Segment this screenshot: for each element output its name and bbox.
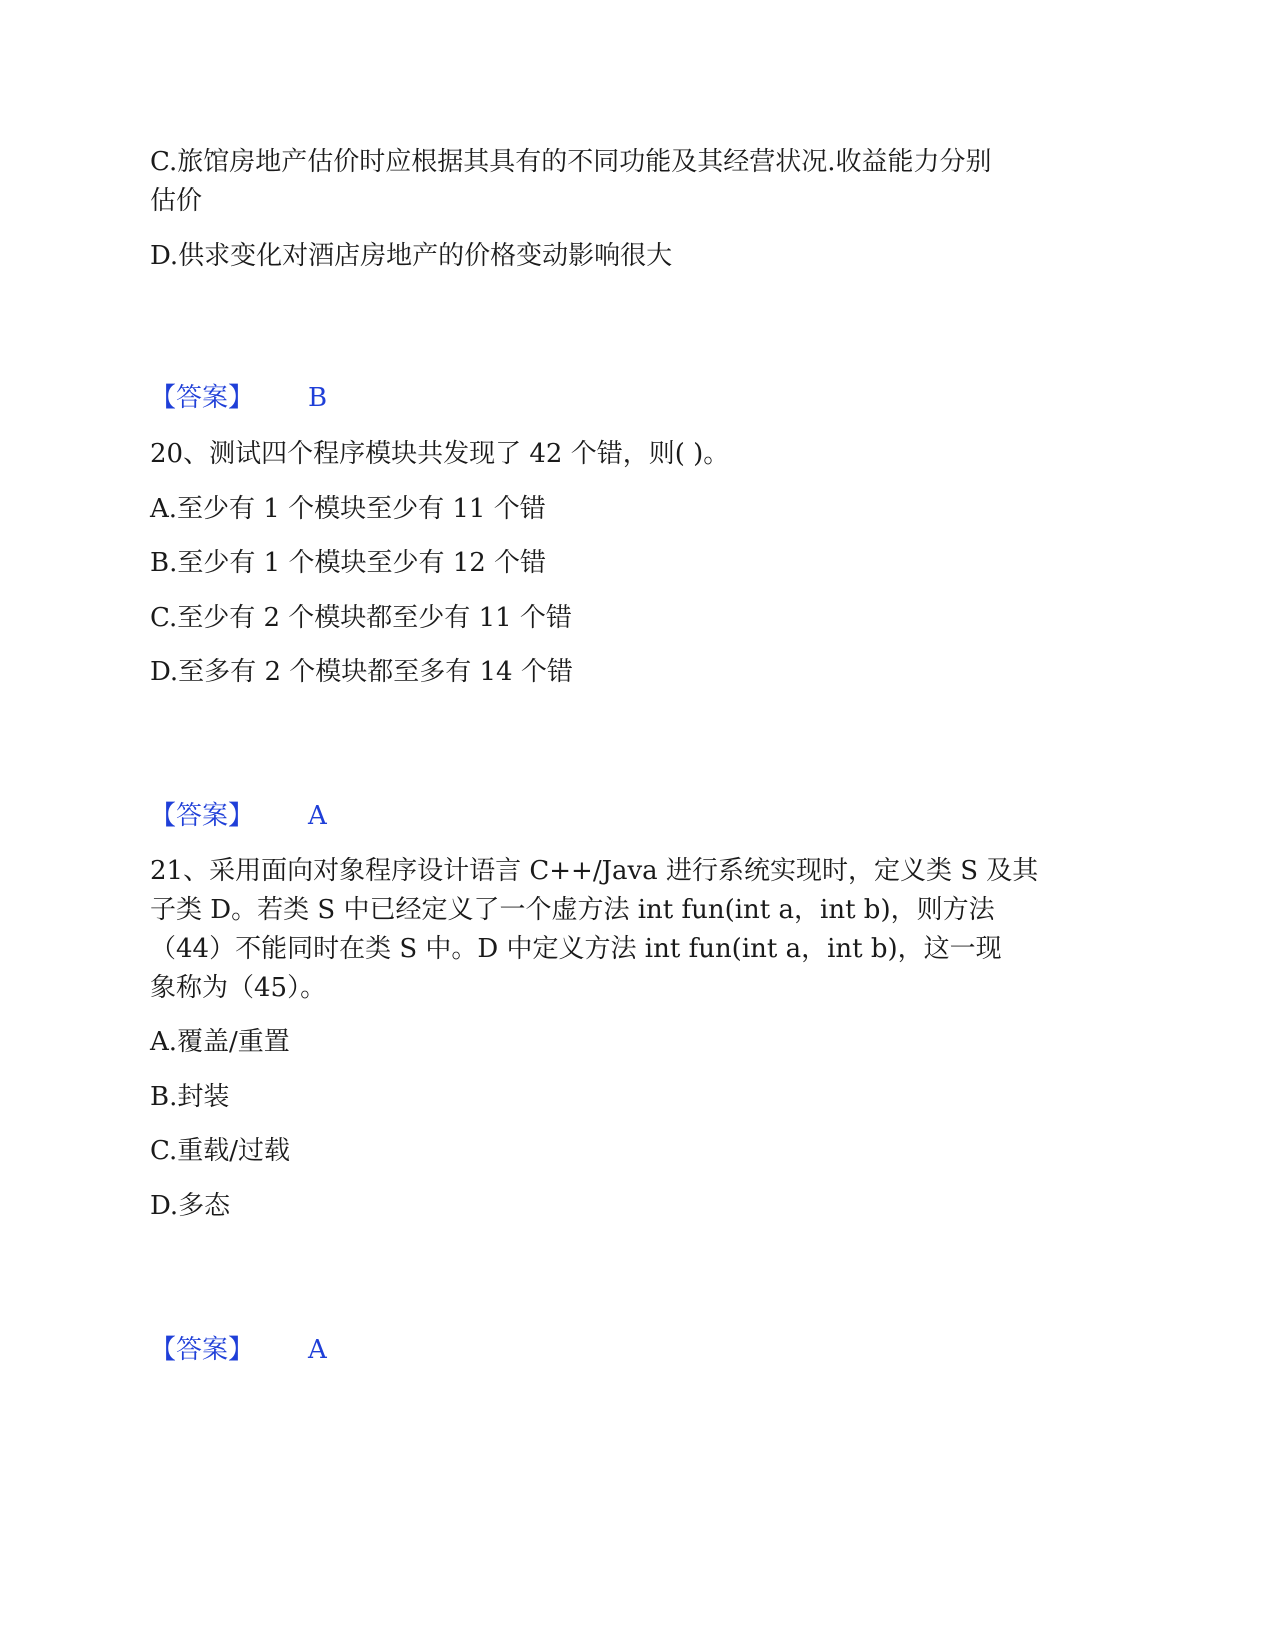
q21-option-b: B.封装	[150, 1082, 230, 1112]
q21-stem-line3: （44）不能同时在类 S 中。D 中定义方法 int fun(int a，int b)，这一现	[150, 934, 1002, 964]
q21-answer-row	[150, 1330, 327, 1370]
q20-option-a: A.至少有 1 个模块至少有 11 个错	[150, 494, 546, 524]
q20-answer-row	[150, 796, 327, 836]
q20-option-d: D.至多有 2 个模块都至多有 14 个错	[150, 657, 573, 687]
q21-stem-line1: 21、采用面向对象程序设计语言 C++/Java 进行系统实现时，定义类 S 及其	[150, 856, 1039, 886]
q19-option-c-line1: C.旅馆房地产估价时应根据其具有的不同功能及其经营状况.收益能力分别	[150, 147, 992, 177]
q21-stem-line2: 子类 D。若类 S 中已经定义了一个虚方法 int fun(int a，int b)，则方法	[150, 895, 995, 925]
answer-label: 【答案】	[150, 1335, 255, 1365]
q19-option-d: D.供求变化对酒店房地产的价格变动影响很大	[150, 241, 673, 271]
answer-label: 【答案】	[150, 801, 255, 831]
q21-option-a: A.覆盖/重置	[150, 1027, 290, 1057]
q19-answer-row	[150, 378, 327, 418]
answer-value: A	[308, 801, 327, 831]
q21-option-d: D.多态	[150, 1191, 231, 1221]
q21-stem-line4: 象称为（45）。	[150, 973, 327, 1003]
answer-value: A	[308, 1335, 327, 1365]
q20-stem: 20、测试四个程序模块共发现了 42 个错，则( )。	[150, 439, 730, 469]
q20-option-b: B.至少有 1 个模块至少有 12 个错	[150, 548, 547, 578]
q21-option-c: C.重载/过载	[150, 1136, 290, 1166]
answer-value: B	[308, 383, 328, 413]
q19-option-c-line2: 估价	[150, 186, 203, 216]
answer-label: 【答案】	[150, 383, 255, 413]
q20-option-c: C.至少有 2 个模块都至少有 11 个错	[150, 603, 572, 633]
